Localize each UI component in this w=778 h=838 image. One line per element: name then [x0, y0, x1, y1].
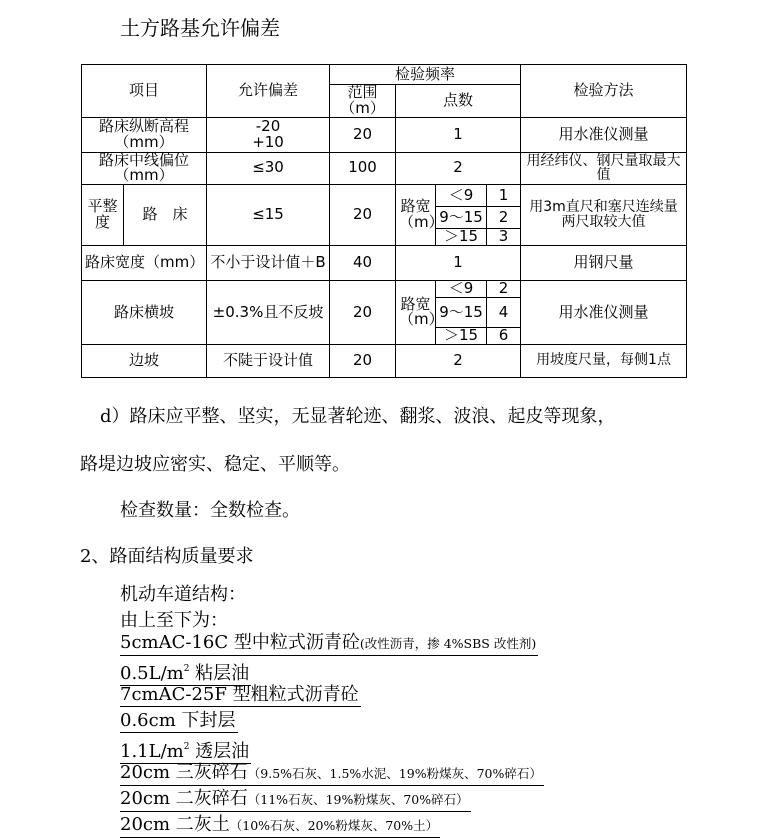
cell-item: 边坡	[82, 344, 207, 377]
cell-method: 用经纬仪、钢尺量取最大值	[521, 152, 687, 185]
table-row	[82, 246, 687, 281]
cell-method: 用水准仪测量	[521, 117, 687, 152]
cell-range: 20	[330, 185, 396, 246]
header-item: 项目	[82, 65, 207, 118]
cell-width-label: 路宽（m）	[396, 185, 436, 246]
cell-points: 1	[396, 246, 521, 281]
cell-width-range: 9～15	[436, 298, 487, 328]
cell-points: 1	[396, 117, 521, 152]
table-row	[82, 117, 687, 152]
cell-allowance: ≤15	[207, 185, 330, 246]
paragraph-d-line1: d）路床应平整、坚实，无显著轮迹、翻浆、波浪、起皮等现象，	[100, 406, 616, 427]
layer-item: 0.6cm 下封层	[120, 710, 236, 731]
cell-points: 2	[396, 344, 521, 377]
cell-width-range: ＞15	[436, 328, 487, 345]
cell-range: 20	[330, 344, 396, 377]
cell-width-label: 路宽（m）	[396, 281, 436, 345]
cell-width-range: 9～15	[436, 207, 487, 229]
motor-lane-label: 机动车道结构：	[120, 584, 246, 605]
cell-points: 2	[487, 207, 521, 229]
cell-method: 用3m直尺和塞尺连续量两尺取较大值	[521, 185, 687, 246]
header-points: 点数	[396, 85, 521, 118]
cell-method: 用水准仪测量	[521, 281, 687, 345]
cell-width-range: ＞15	[436, 229, 487, 246]
layer-item: $1.1L/m^2$ 透层油	[120, 736, 251, 764]
cell-range: 20	[330, 281, 396, 345]
check-quantity: 检查数量：全数检查。	[120, 500, 300, 521]
cell-method: 用钢尺量	[521, 246, 687, 281]
cell-item: 路床宽度（mm）	[82, 246, 207, 281]
header-frequency: 检验频率	[330, 65, 521, 85]
header-range: 范围（m）	[330, 85, 396, 118]
header-allowance: 允许偏差	[207, 65, 330, 118]
cell-range: 40	[330, 246, 396, 281]
layer-item: 5cmAC-16C 型中粒式沥青砼(改性沥青，掺 4%SBS 改性剂)	[120, 632, 538, 656]
layer-item: 7cmAC-25F 型粗粒式沥青砼	[120, 684, 359, 705]
layer-item: 20cm 三灰碎石（9.5%石灰、1.5%水泥、19%粉煤灰、70%碎石）	[120, 762, 544, 786]
cell-item: 路床中线偏位（mm）	[82, 152, 207, 185]
section-2-title: 2、路面结构质量要求	[80, 546, 254, 567]
cell-width-range: ＜9	[436, 281, 487, 298]
cell-allowance: ≤30	[207, 152, 330, 185]
cell-points: 6	[487, 328, 521, 345]
layer-item: 20cm 二灰土（10%石灰、20%粉煤灰、70%土）	[120, 814, 440, 838]
table-header-row	[82, 65, 687, 85]
cell-points: 4	[487, 298, 521, 328]
tolerance-table	[81, 64, 687, 378]
cell-method: 用坡度尺量，每侧1点	[521, 344, 687, 377]
cell-allowance: -20 +10	[207, 117, 330, 152]
cell-points: 2	[487, 281, 521, 298]
cell-points: 3	[487, 229, 521, 246]
cell-range: 20	[330, 117, 396, 152]
cell-item: 路床纵断高程（mm）	[82, 117, 207, 152]
cell-allowance: 不陡于设计值	[207, 344, 330, 377]
table-row	[82, 281, 687, 298]
cell-points: 2	[396, 152, 521, 185]
cell-subitem: 路 床	[124, 185, 207, 246]
cell-points: 1	[487, 185, 521, 207]
header-method: 检验方法	[521, 65, 687, 118]
paragraph-d-line2: 路堤边坡应密实、稳定、平顺等。	[80, 454, 350, 475]
layer-item: $0.5L/m^2$ 粘层油	[120, 658, 251, 686]
cell-width-range: ＜9	[436, 185, 487, 207]
table-row	[82, 185, 687, 207]
cell-allowance: ±0.3%且不反坡	[207, 281, 330, 345]
cell-allowance: 不小于设计值＋B	[207, 246, 330, 281]
table-row	[82, 152, 687, 185]
layer-item: 20cm 二灰碎石（11%石灰、19%粉煤灰、70%碎石）	[120, 788, 471, 812]
top-down-label: 由上至下为：	[120, 610, 228, 631]
cell-group: 平整度	[82, 185, 124, 246]
cell-item: 路床横坡	[82, 281, 207, 345]
cell-range: 100	[330, 152, 396, 185]
table-heading: 土方路基允许偏差	[120, 16, 280, 40]
table-row	[82, 344, 687, 377]
